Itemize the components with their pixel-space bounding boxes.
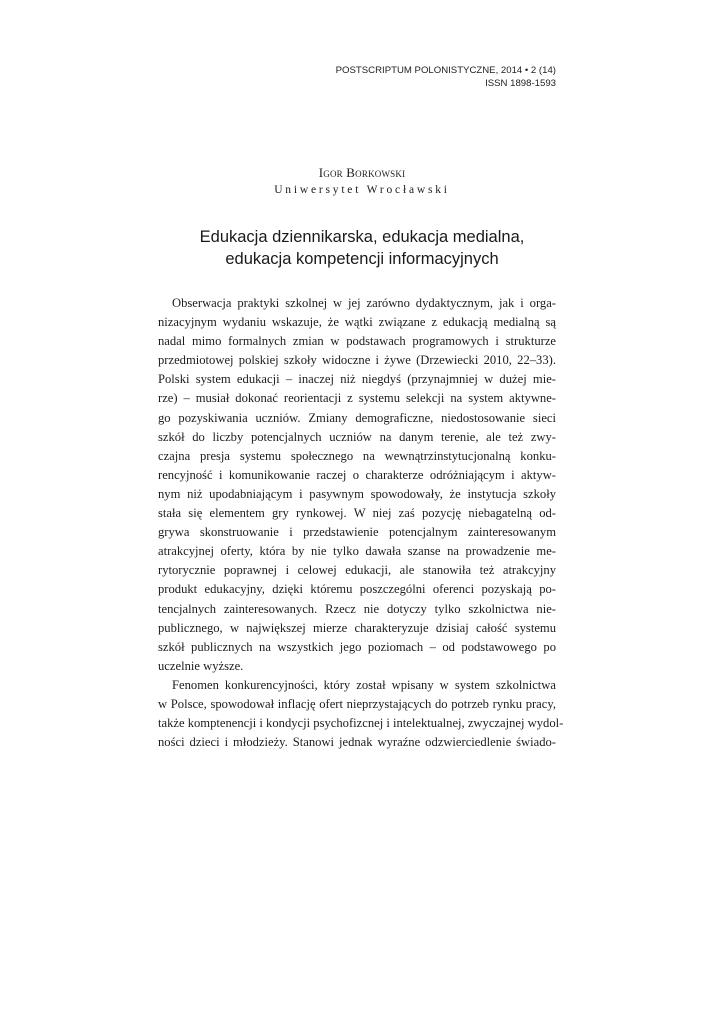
journal-issn: ISSN 1898-1593	[485, 78, 556, 89]
text-line: szkół publicznych na wszystkich jego poziomach – od podstawowego po	[158, 639, 556, 654]
text-line: stała się elementem gry rynkowej. W niej zaś pozycję niebagatelną od-	[158, 506, 556, 521]
author-affiliation: Uniwersytet Wrocławski	[274, 184, 450, 196]
author-block	[0, 165, 724, 196]
text-line: nym niż upodabniającym i pasywnym spowodowały, że instytucja szkoły	[158, 486, 556, 501]
text-line: rencyjność i komunikowanie raczej o charakterze odróżniającym i aktyw-	[158, 467, 556, 482]
text-line: grywa skonstruowanie i przedstawienie potencjalnym zainteresowanym	[158, 525, 556, 540]
text-line: ności dzieci i młodzieży. Stanowi jednak wyraźne odzwierciedlenie świado-	[158, 735, 556, 750]
paragraph	[158, 676, 564, 752]
text-line: także komptenencji i kondycji psychofizcnej i intelektualnej, zwyczajnej wydol-	[158, 716, 564, 731]
text-line: Fenomen konkurencyjności, który został wpisany w system szkolnictwa	[172, 677, 556, 692]
text-line: przedmiotowej polskiej szkoły widoczne i żywe (Drzewiecki 2010, 22–33).	[158, 353, 556, 368]
paragraph	[158, 294, 556, 676]
text-line: Obserwacja praktyki szkolnej w jej zarówno dydaktycznym, jak i orga-	[172, 296, 556, 310]
text-line: rze) – musiał dokonać reorientacji z systemu selekcji na system aktywne-	[158, 391, 556, 406]
text-line: go pozyskiwania uczniów. Zmiany demograficzne, niedostosowanie sieci	[158, 410, 556, 425]
title-line: edukacja kompetencji informacyjnych	[225, 250, 499, 268]
text-line: Polski system edukacji – inaczej niż niegdyś (przynajmniej w dużej mie-	[158, 372, 556, 387]
text-line: atrakcyjnej oferty, która by nie tylko dawała szanse na prowadzenie me-	[158, 544, 556, 559]
text-line: czajna presja systemu społecznego na wewnątrzinstytucjonalną konku-	[158, 448, 556, 463]
text-line: w Polsce, spowodował inflację ofert nieprzystających do potrzeb rynku pracy,	[158, 696, 556, 711]
title-line: Edukacja dziennikarska, edukacja medialna,	[199, 228, 525, 246]
journal-citation: POSTSCRIPTUM POLONISTYCZNE, 2014 • 2 (14)	[335, 65, 556, 76]
text-line: uczelnie wyższe.	[158, 658, 244, 673]
text-line: publicznego, w największej mierze charakteryzuje dzisiaj całość systemu	[158, 620, 556, 635]
article-title	[150, 226, 574, 270]
author-name: Igor Borkowski	[318, 165, 406, 180]
text-line: nizacyjnym wydaniu wskazuje, że wątki związane z edukacją medialną są	[158, 315, 556, 330]
text-line: produkt edukacyjny, dzięki któremu poszczególni oferenci pozyskają po-	[158, 582, 556, 597]
text-line: nadal mimo formalnych zmian w podstawach programowych i strukturze	[158, 334, 556, 349]
article-body	[158, 294, 564, 752]
text-line: rytorycznie poprawnej i celowej edukacji, ale stanowiła też atrakcyjny	[158, 563, 556, 578]
journal-header	[336, 64, 556, 90]
text-line: szkół do liczby potencjalnych uczniów na danym terenie, ale też zwy-	[158, 429, 556, 444]
text-line: tencjalnych zainteresowanych. Rzecz nie dotyczy tylko szkolnictwa nie-	[158, 601, 556, 616]
